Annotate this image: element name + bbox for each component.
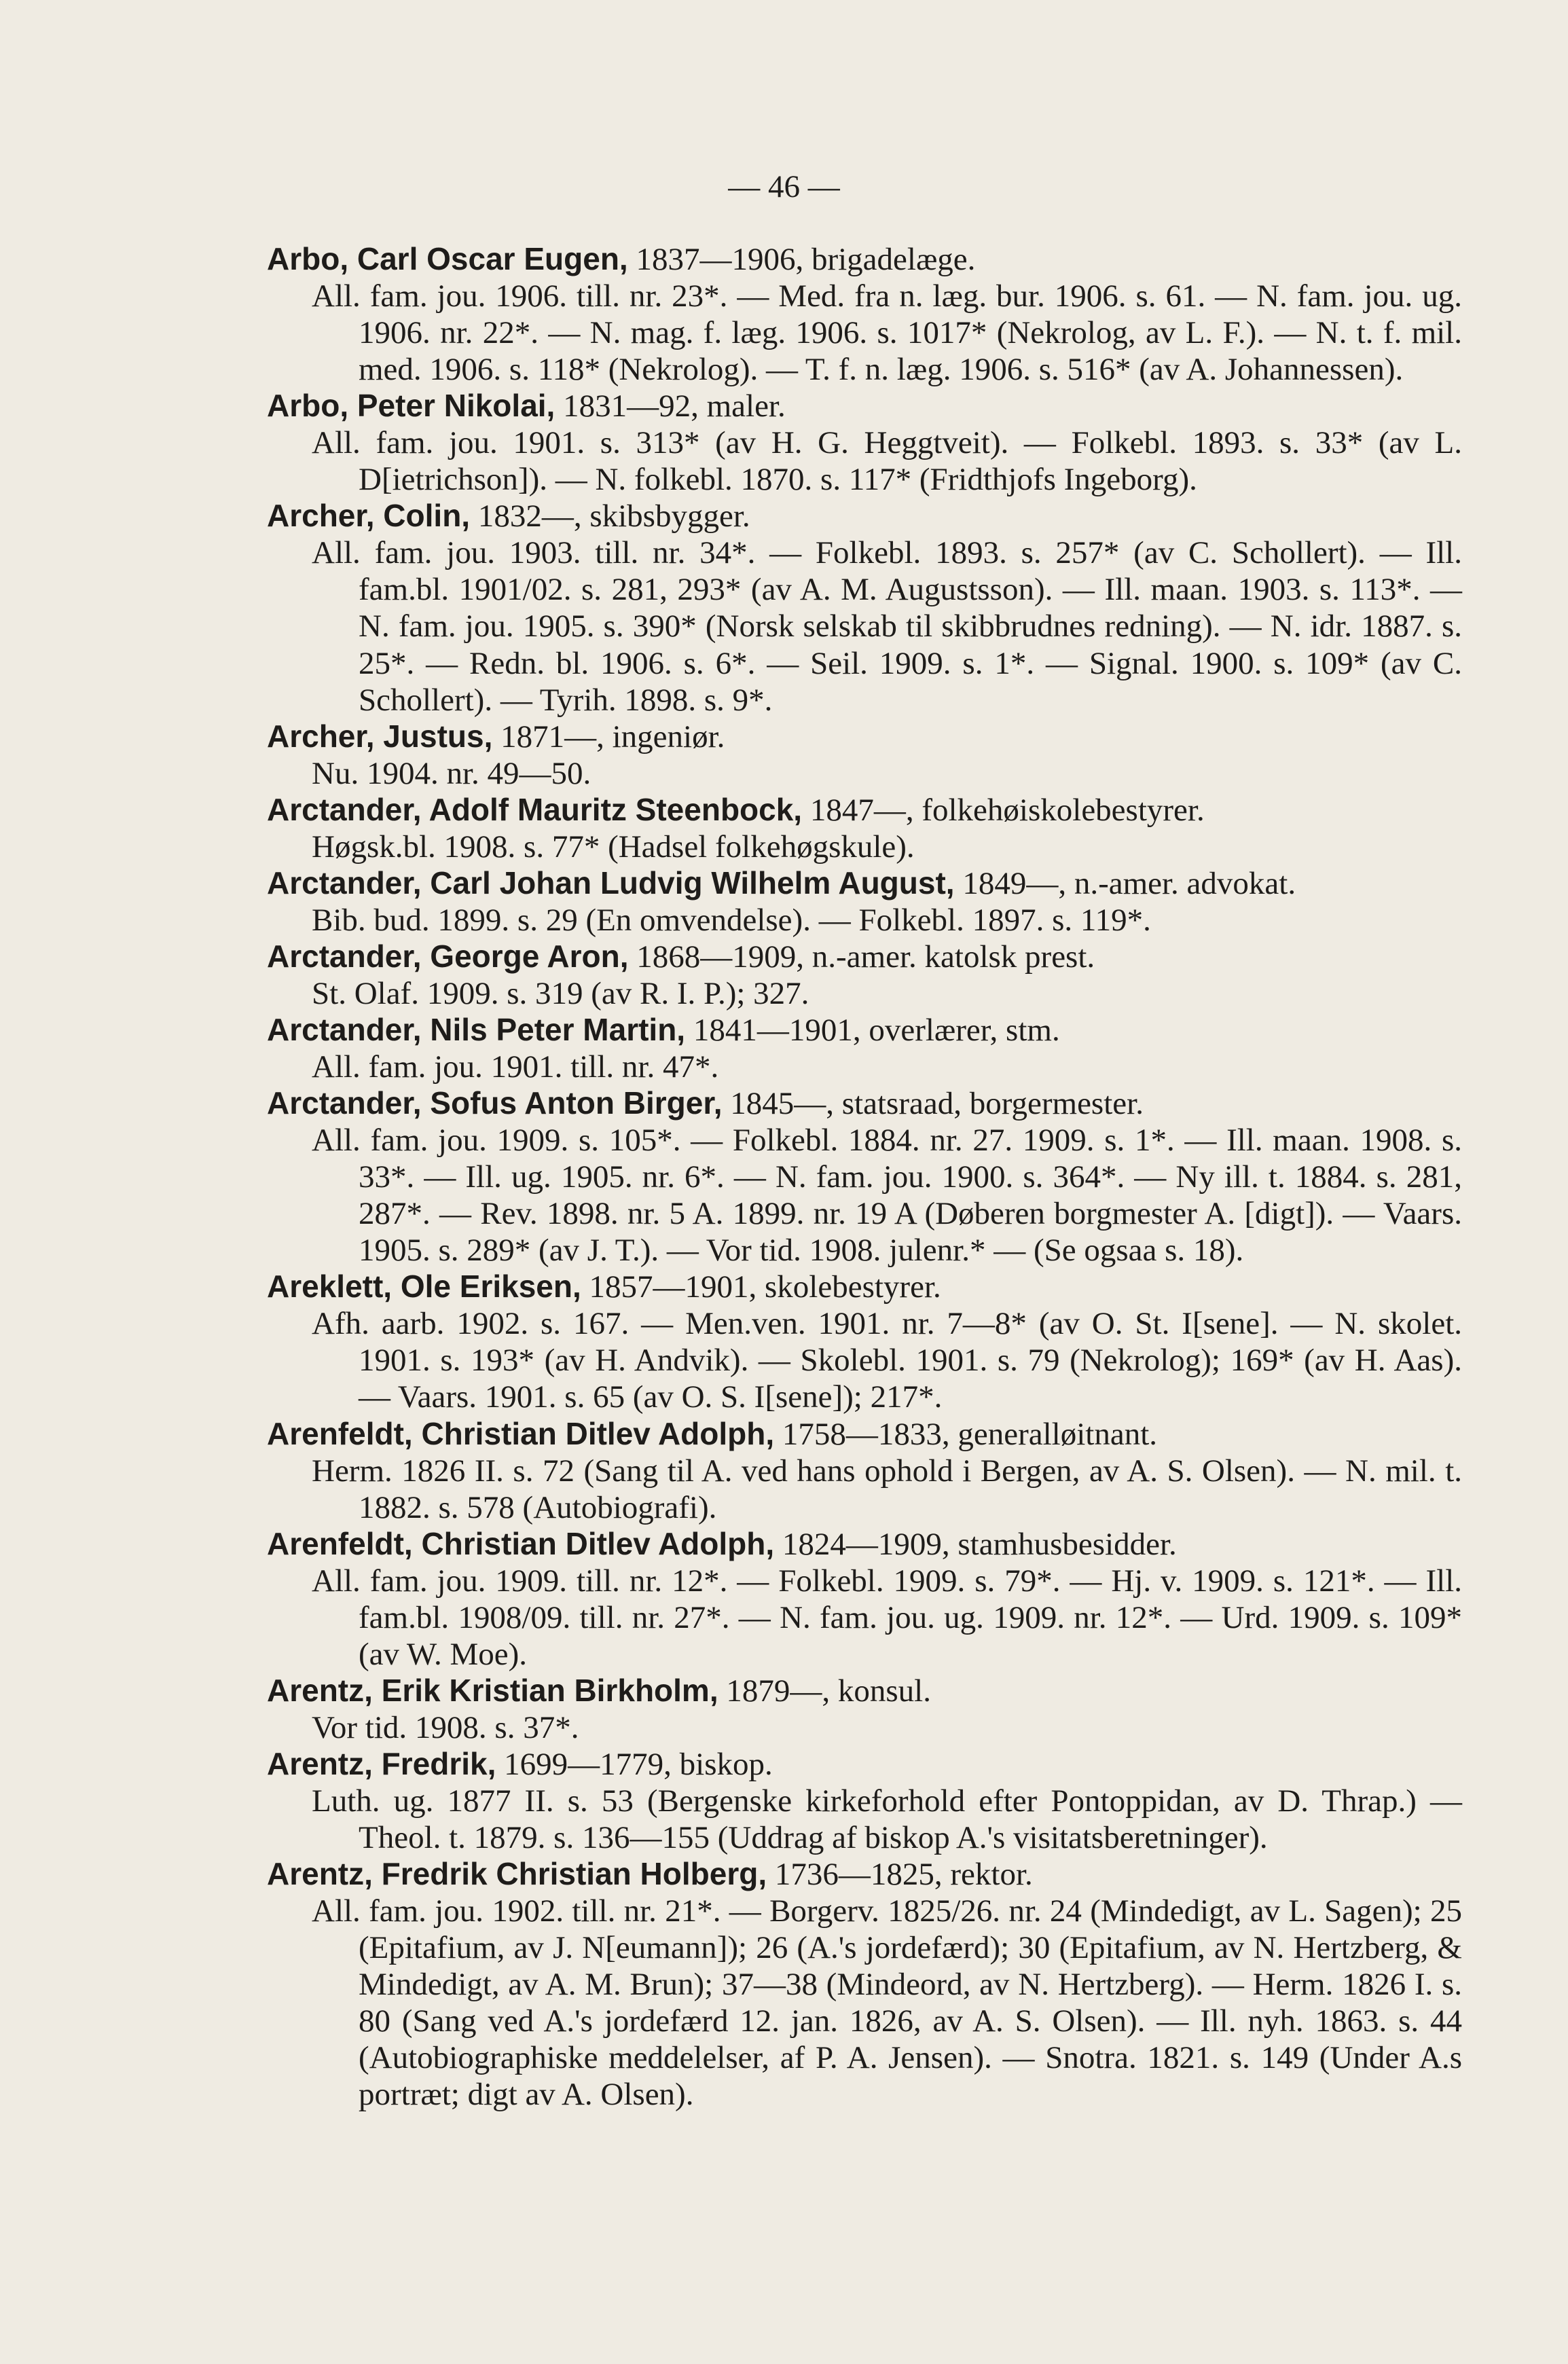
entry-person-name: Arbo, Carl Oscar Eugen, — [267, 241, 628, 276]
entry-heading — [267, 1085, 1462, 1122]
entry-heading — [267, 1673, 1462, 1709]
entry-references: All. fam. jou. 1906. till. nr. 23*. — Med. fra n. læg. bur. 1906. s. 61. — N. fam. jou. ug. 1906. nr. 22*. — N. mag. f. læg. 1906. s. 1017* (Nekrolog, av L. F.). — N. t. f. mil. med. 1906. s. 118* (Nekrolog). — T. f. n. læg. 1906. s. 516* (av A. Johannessen). — [312, 278, 1462, 388]
entry-life-description: 1847—, folkehøiskolebestyrer. — [809, 792, 1205, 828]
entry-heading — [267, 1856, 1462, 1893]
entry-heading — [267, 1269, 1462, 1305]
entry-heading — [267, 865, 1462, 902]
entry-life-description: 1841—1901, overlærer, stm. — [693, 1012, 1060, 1048]
bibliography-list — [267, 241, 1462, 2113]
entry-references: All. fam. jou. 1901. till. nr. 47*. — [312, 1049, 719, 1085]
entry-life-description: 1837—1906, brigadelæge. — [636, 242, 976, 277]
entry-references: All. fam. jou. 1902. till. nr. 21*. — Borgerv. 1825/26. nr. 24 (Mindedigt, av L. Sagen); 25 (Epitafium, av J. N[eumann]); 26 (A.'s jordefærd); 30 (Epitafium, av N. Hertzberg, & Mindedigt, av A. M. Brun); 37—38 (Mindeord, av N. Hertzberg). — Herm. 1826 I. s. 80 (Sang ved A.'s jordefærd 12. jan. 1826, av A. S. Olsen). — Ill. nyh. 1863. s. 44 (Autobiographiske meddelelser, af P. A. Jensen). — Snotra. 1821. s. 149 (Under A.s portræt; digt av A. Olsen). — [312, 1893, 1462, 2113]
entry-person-name: Areklett, Ole Eriksen, — [267, 1269, 581, 1305]
entry-references: Afh. aarb. 1902. s. 167. — Men.ven. 1901. nr. 7—8* (av O. St. I[sene]. — N. skolet. 1901. s. 193* (av H. Andvik). — Skolebl. 1901. s. 79 (Nekrolog); 169* (av H. Aas). — Vaars. 1901. s. 65 (av O. S. I[sene]); 217*. — [312, 1306, 1462, 1415]
entry-life-description: 1831—92, maler. — [563, 388, 786, 424]
entry-person-name: Archer, Justus, — [267, 718, 493, 754]
entry-heading — [267, 1526, 1462, 1563]
entry-references: All. fam. jou. 1909. s. 105*. — Folkebl. 1884. nr. 27. 1909. s. 1*. — Ill. maan. 1908. s. 33*. — Ill. ug. 1905. nr. 6*. — N. fam. jou. 1900. s. 364*. — Ny ill. t. 1884. s. 281, 287*. — Rev. 1898. nr. 5 A. 1899. nr. 19 A (Døberen borgmester A. [digt]). — Vaars. 1905. s. 289* (av J. T.). — Vor tid. 1908. julenr.* — (Se ogsaa s. 18). — [312, 1123, 1462, 1269]
bibliography-entry — [267, 1746, 1462, 1856]
entry-life-description: 1879—, konsul. — [726, 1673, 931, 1709]
entry-person-name: Arentz, Erik Kristian Birkholm, — [267, 1672, 718, 1708]
entry-references: All. fam. jou. 1909. till. nr. 12*. — Folkebl. 1909. s. 79*. — Hj. v. 1909. s. 121*. — Ill. fam.bl. 1908/09. till. nr. 27*. — N. fam. jou. ug. 1909. nr. 12*. — Urd. 1909. s. 109* (av W. Moe). — [312, 1563, 1462, 1672]
bibliography-entry — [267, 241, 1462, 388]
entry-life-description: 1824—1909, stamhusbesidder. — [782, 1526, 1177, 1562]
entry-person-name: Arctander, Adolf Mauritz Steenbock, — [267, 791, 803, 827]
entry-heading — [267, 241, 1462, 278]
bibliography-entry — [267, 388, 1462, 498]
bibliography-entry — [267, 1085, 1462, 1269]
entry-heading — [267, 498, 1462, 534]
bibliography-entry — [267, 498, 1462, 718]
bibliography-entry — [267, 719, 1462, 792]
entry-life-description: 1868—1909, n.-amer. katolsk prest. — [636, 939, 1095, 975]
entry-life-description: 1699—1779, biskop. — [504, 1746, 773, 1782]
entry-person-name: Arctander, Sofus Anton Birger, — [267, 1085, 723, 1121]
entry-person-name: Arctander, Nils Peter Martin, — [267, 1011, 686, 1047]
entry-heading — [267, 792, 1462, 829]
entry-heading — [267, 939, 1462, 975]
entry-references: All. fam. jou. 1901. s. 313* (av H. G. Heggtveit). — Folkebl. 1893. s. 33* (av L. D[ietrichson]). — N. folkebl. 1870. s. 117* (Fridthjofs Ingeborg). — [312, 425, 1462, 498]
entry-life-description: 1845—, statsraad, borgermester. — [730, 1086, 1144, 1122]
entry-references: Bib. bud. 1899. s. 29 (En omvendelse). — Folkebl. 1897. s. 119*. — [312, 902, 1151, 938]
entry-life-description: 1871—, ingeniør. — [500, 719, 725, 754]
entry-heading — [267, 1746, 1462, 1783]
entry-person-name: Arenfeldt, Christian Ditlev Adolph, — [267, 1415, 775, 1451]
bibliography-entry — [267, 939, 1462, 1012]
bibliography-entry — [267, 1269, 1462, 1415]
entry-life-description: 1832—, skibsbygger. — [477, 498, 750, 534]
entry-person-name: Arentz, Fredrik, — [267, 1745, 496, 1781]
entry-heading — [267, 719, 1462, 755]
bibliography-entry — [267, 1416, 1462, 1526]
entry-references: St. Olaf. 1909. s. 319 (av R. I. P.); 327. — [312, 975, 809, 1011]
entry-heading — [267, 1416, 1462, 1453]
page-number: — 46 — — [728, 169, 840, 204]
entry-references: Vor tid. 1908. s. 37*. — [312, 1709, 579, 1745]
entry-person-name: Arenfeldt, Christian Ditlev Adolph, — [267, 1525, 775, 1561]
entry-references: Herm. 1826 II. s. 72 (Sang til A. ved hans ophold i Bergen, av A. S. Olsen). — N. mil. t. 1882. s. 578 (Autobiografi). — [312, 1453, 1462, 1525]
entry-life-description: 1736—1825, rektor. — [774, 1857, 1033, 1893]
entry-person-name: Arbo, Peter Nikolai, — [267, 388, 555, 424]
entry-person-name: Arctander, George Aron, — [267, 938, 629, 974]
bibliography-entry — [267, 1856, 1462, 2113]
entry-person-name: Arentz, Fredrik Christian Holberg, — [267, 1856, 767, 1892]
entry-heading — [267, 388, 1462, 424]
entry-references: All. fam. jou. 1903. till. nr. 34*. — Folkebl. 1893. s. 257* (av C. Schollert). — Ill. fam.bl. 1901/02. s. 281, 293* (av A. M. Augustsson). — Ill. maan. 1903. s. 113*. — N. fam. jou. 1905. s. 390* (Norsk selskab til skibbrudnes redning). — N. idr. 1887. s. 25*. — Redn. bl. 1906. s. 6*. — Seil. 1909. s. 1*. — Signal. 1900. s. 109* (av C. Schollert). — Tyrih. 1898. s. 9*. — [312, 535, 1462, 718]
entry-life-description: 1758—1833, generalløitnant. — [782, 1416, 1158, 1452]
entry-heading — [267, 1012, 1462, 1049]
bibliography-entry — [267, 1673, 1462, 1746]
entry-references: Luth. ug. 1877 II. s. 53 (Bergenske kirkeforhold efter Pontoppidan, av D. Thrap.) — Theol. t. 1879. s. 136—155 (Uddrag af biskop A.'s visitatsberetninger). — [312, 1783, 1462, 1856]
bibliography-entry — [267, 1526, 1462, 1673]
entry-person-name: Archer, Colin, — [267, 498, 471, 534]
entry-life-description: 1849—, n.-amer. advokat. — [962, 865, 1296, 901]
entry-references: Høgsk.bl. 1908. s. 77* (Hadsel folkehøgskule). — [312, 829, 915, 865]
bibliography-entry — [267, 792, 1462, 865]
bibliography-entry — [267, 865, 1462, 939]
entry-person-name: Arctander, Carl Johan Ludvig Wilhelm August, — [267, 865, 955, 901]
entry-life-description: 1857—1901, skolebestyrer. — [589, 1269, 941, 1305]
entry-references: Nu. 1904. nr. 49—50. — [312, 755, 591, 791]
bibliography-entry — [267, 1012, 1462, 1085]
